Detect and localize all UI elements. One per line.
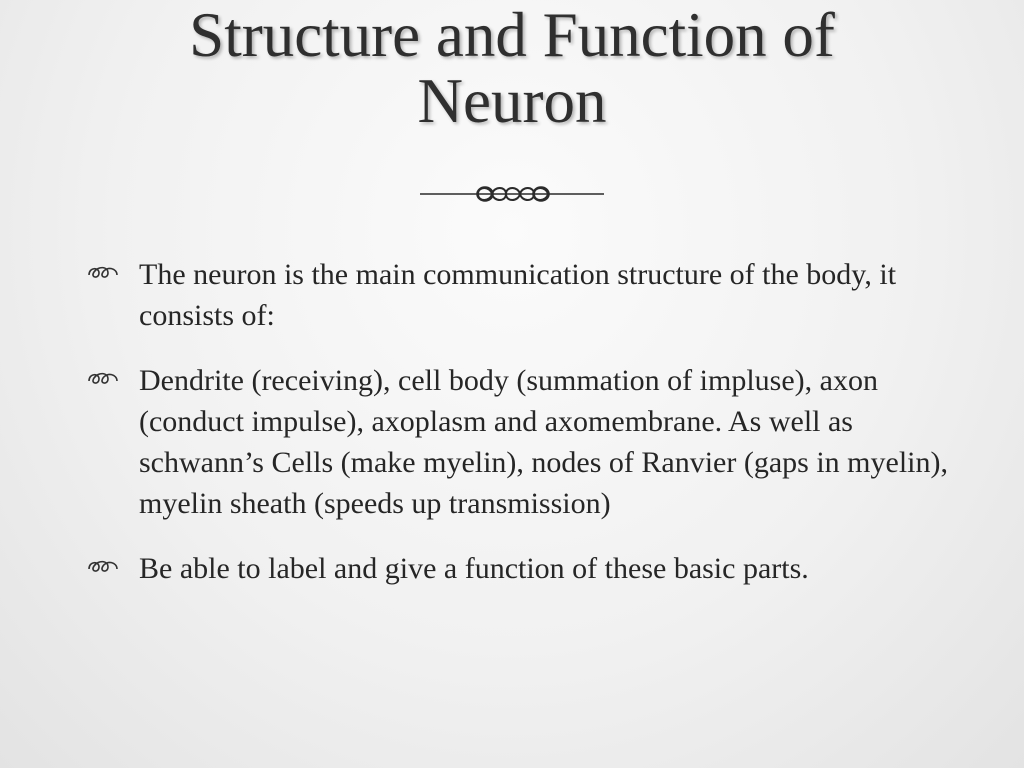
slide-title-line-2: Neuron xyxy=(417,66,607,136)
bullet-item xyxy=(86,548,966,589)
scroll-flourish-divider-icon xyxy=(420,180,604,208)
bullet-item xyxy=(86,360,966,524)
bullet-list xyxy=(86,254,966,613)
bullet-text: The neuron is the main communication structure of the body, it consists of: xyxy=(139,258,897,332)
slide-title xyxy=(60,2,964,134)
double-loop-flourish-icon xyxy=(86,368,120,388)
double-loop-flourish-icon xyxy=(86,556,120,576)
bullet-text: Be able to label and give a function of these basic parts. xyxy=(139,552,809,585)
slide-title-line-1: Structure and Function of xyxy=(189,0,835,70)
bullet-text: Dendrite (receiving), cell body (summation of impluse), axon (conduct impulse), axoplasm and axomembrane. As well as schwann’s Cells (make myelin), nodes of Ranvier (gaps in myelin), myelin sheath (speeds up transmission) xyxy=(139,364,948,520)
double-loop-flourish-icon xyxy=(86,262,120,282)
bullet-item xyxy=(86,254,966,336)
